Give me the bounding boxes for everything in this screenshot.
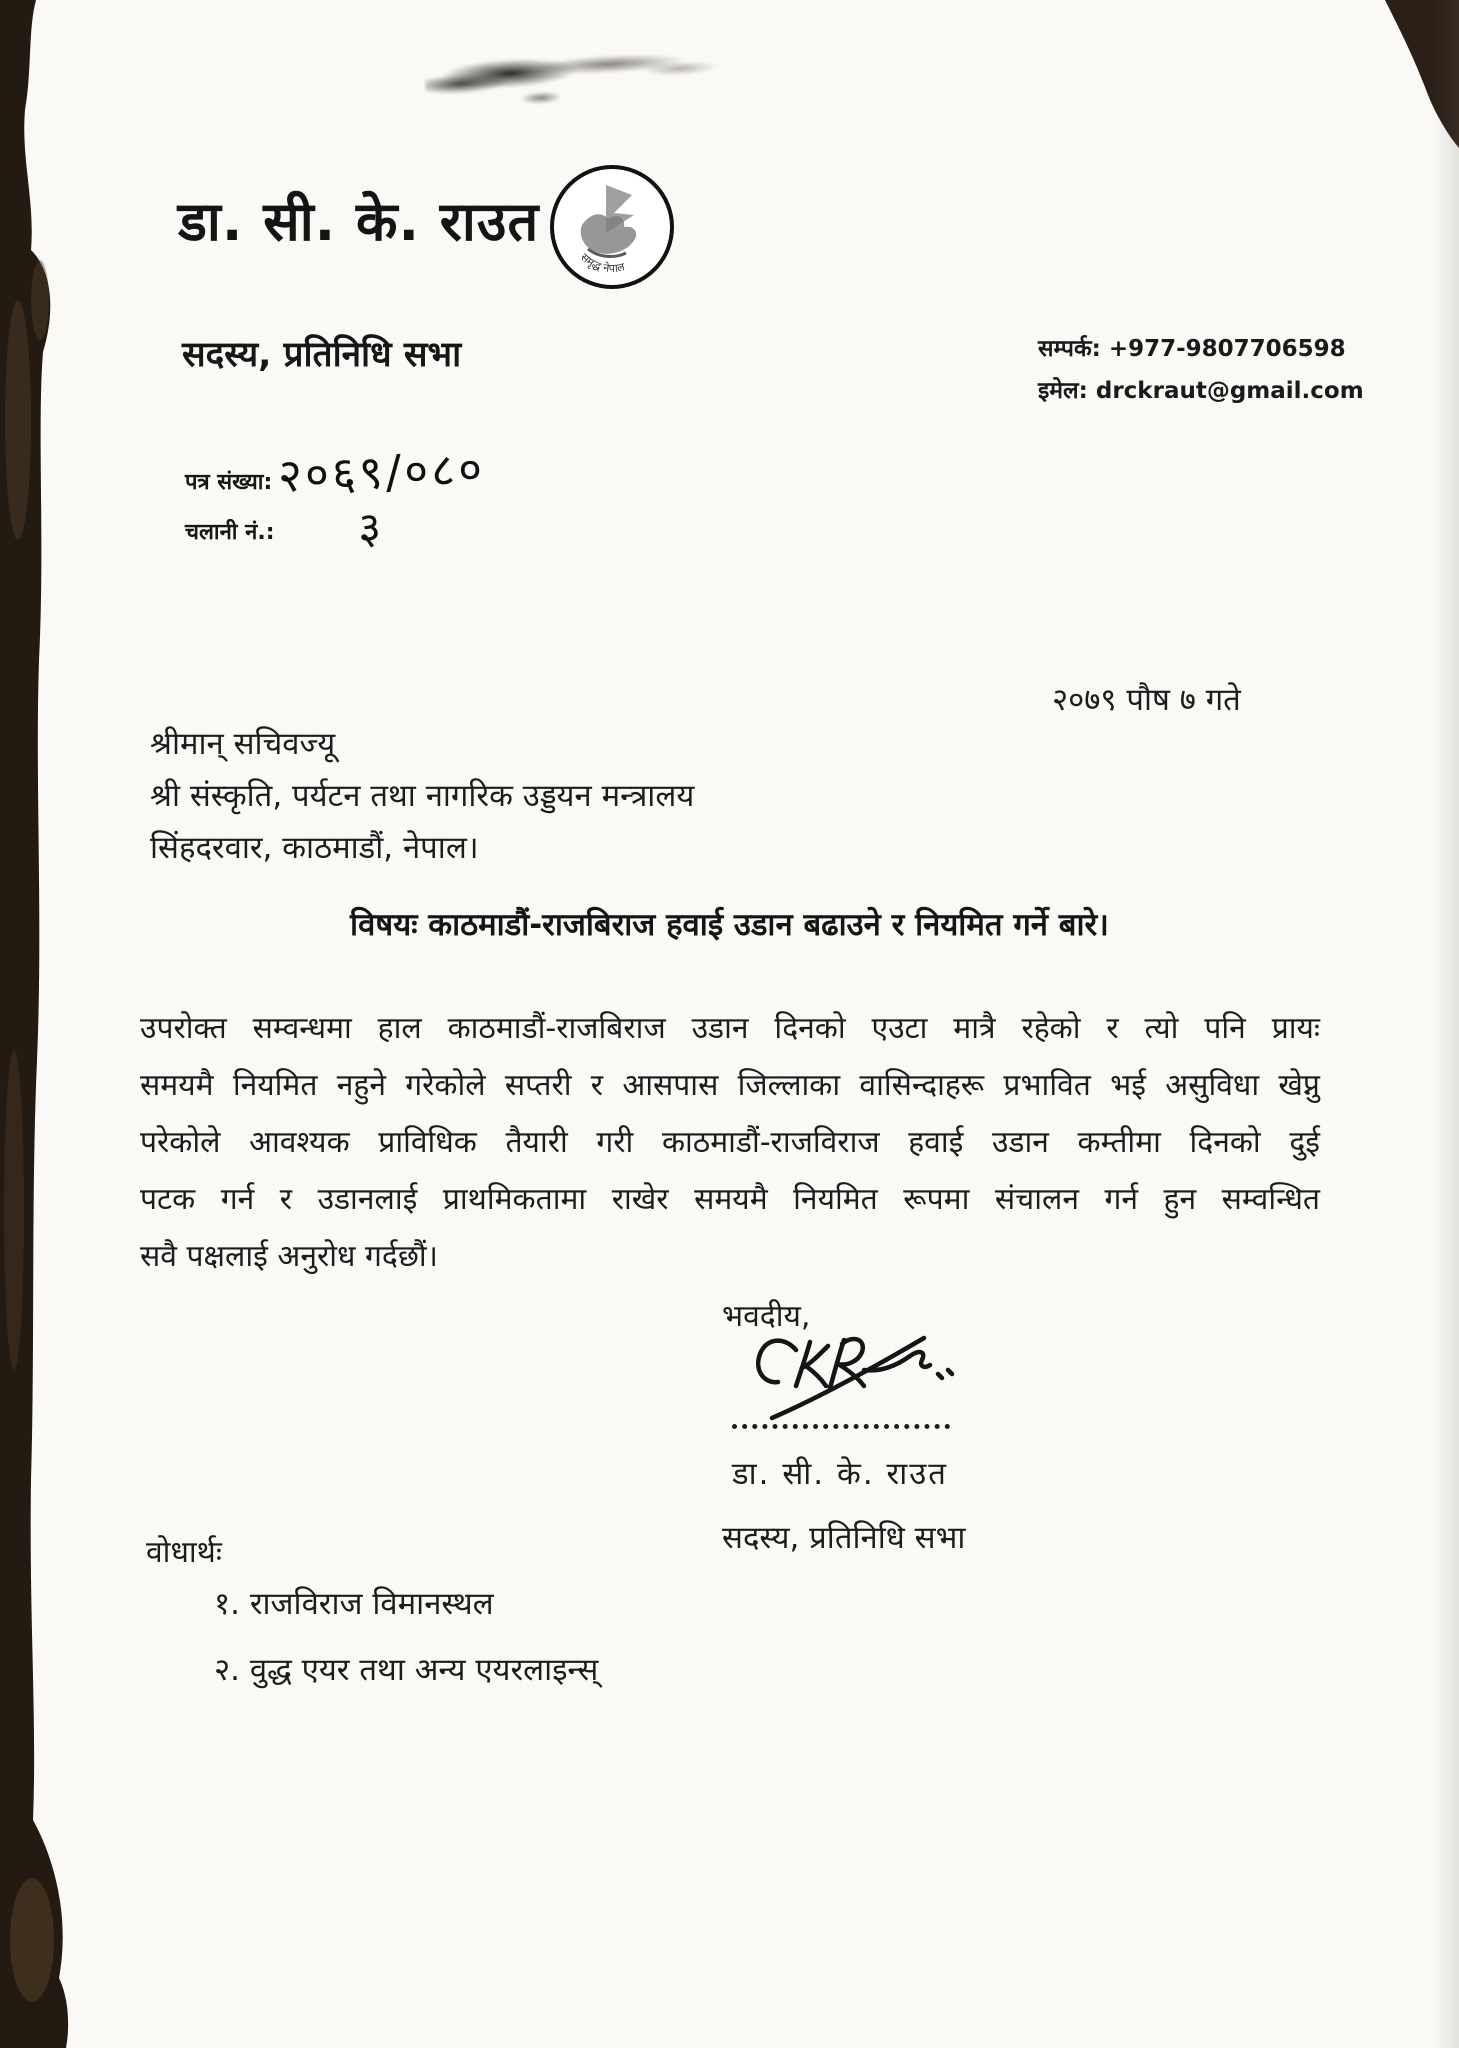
cc-label: वोधार्थः (146, 1535, 222, 1570)
addressee-line: श्रीमान् सचिवज्यू (150, 726, 336, 762)
contact-email-value: drckraut@gmail.com (1095, 378, 1364, 404)
party-logo-caption: समृद्ध नेपाल (577, 250, 626, 275)
body-line: उपरोक्त सम्वन्धमा हाल काठमाडौं-राजबिराज उडान दिनको एउटा मात्रै रहेको र त्यो पनि प्रायः (140, 1011, 1320, 1046)
body-line: पटक गर्न र उडानलाई प्राथमिकतामा राखेर समयमै नियमित रूपमा संचालन गर्न हुन सम्वन्धित (140, 1182, 1320, 1217)
scan-artifact-left-edge (0, 0, 90, 2048)
letterhead-name: डा. सी. के. राउत (178, 190, 540, 253)
body-line: समयमै नियमित नहुने गरेकोले सप्तरी र आसपास जिल्लाका वासिन्दाहरू प्रभावित भई असुविधा खेप्नु (140, 1068, 1320, 1103)
letter-number-label: पत्र संख्या: (185, 470, 273, 495)
addressee-line: सिंहदरवार, काठमाडौं, नेपाल। (150, 830, 479, 866)
signature-scribble (726, 1316, 968, 1438)
letter-date: २०७९ पौष ७ गते (1052, 682, 1241, 718)
dispatch-number-label: चलानी नं.: (185, 520, 275, 545)
letterhead-contact (1038, 328, 1364, 412)
closing-salutation: भवदीय, (722, 1299, 811, 1334)
letterhead-title: सदस्य, प्रतिनिधि सभा (182, 335, 462, 375)
contact-phone-label: सम्पर्क: (1038, 336, 1101, 362)
contact-email-label: इमेल: (1038, 378, 1088, 404)
scan-shadow-right-edge (1433, 0, 1459, 2048)
cc-item: २. वुद्ध एयर तथा अन्य एयरलाइन्स् (214, 1652, 599, 1688)
subject-line: विषयः काठमाडौं-राजबिराज हवाई उडान बढाउने र नियमित गर्ने बारे। (350, 907, 1109, 943)
scan-smudge-top-center (423, 32, 726, 120)
body-line: परेकोले आवश्यक प्राविधिक तैयारी गरी काठमाडौं-राजविराज हवाई उडान कम्तीमा दिनको दुई (140, 1125, 1320, 1160)
body-paragraph (140, 1000, 1320, 1285)
body-line: सवै पक्षलाई अनुरोध गर्दछौं। (140, 1239, 439, 1274)
dispatch-number-value-handwritten: ३ (357, 502, 385, 555)
contact-phone-value: +977-9807706598 (1108, 336, 1346, 362)
cc-item: १. राजविराज विमानस्थल (214, 1586, 494, 1622)
signatory-title: सदस्य, प्रतिनिधि सभा (722, 1520, 966, 1556)
signatory-name: डा. सी. के. राउत (732, 1456, 948, 1492)
letter-number-value-handwritten: २०६९/०८० (277, 441, 486, 503)
addressee-line: श्री संस्कृति, पर्यटन तथा नागरिक उड्डयन मन्त्रालय (150, 778, 695, 814)
party-logo (548, 163, 676, 291)
